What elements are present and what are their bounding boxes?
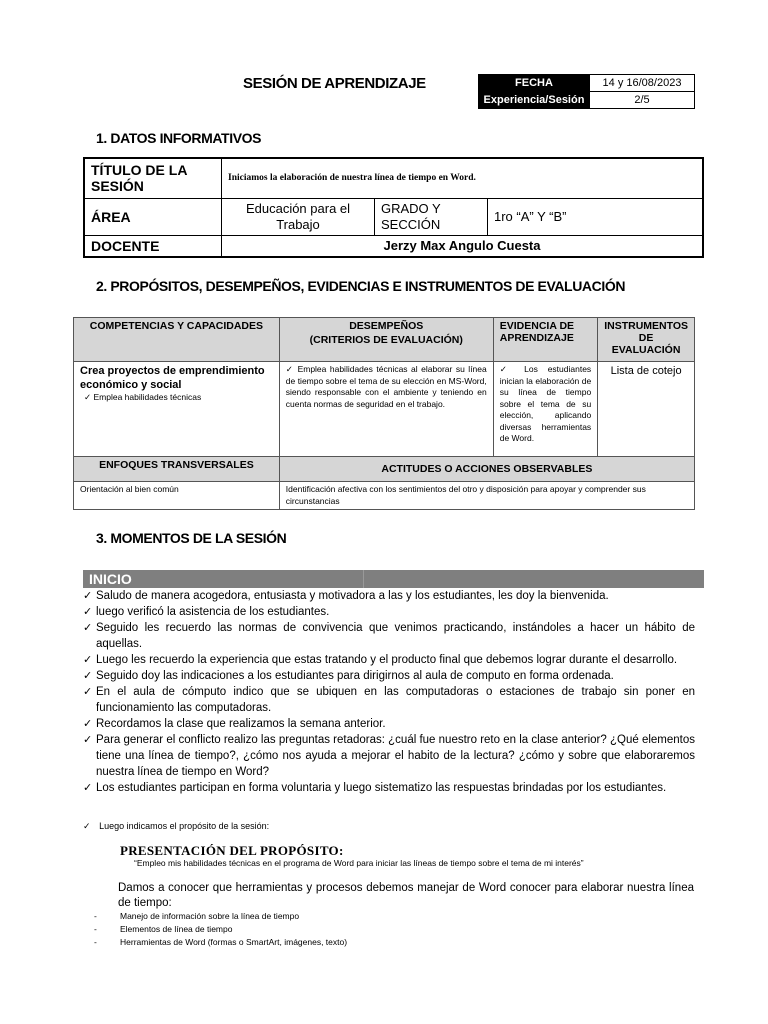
proposito-intro	[83, 821, 269, 832]
page-title: SESIÓN DE APRENDIZAJE	[243, 75, 426, 92]
dash-marker: -	[94, 937, 97, 947]
list-item	[94, 924, 232, 934]
list-item	[94, 937, 347, 947]
list-item	[94, 911, 299, 921]
grado-value: 1ro “A” Y “B”	[488, 198, 704, 235]
inicio-label: INICIO	[89, 571, 132, 587]
list-item: ✓ Luego les recuerdo la experiencia que estas tratando y el producto final que debemos lograr durante el desarrollo.	[83, 652, 695, 668]
instrumento-cell: Lista de cotejo	[598, 362, 695, 457]
desempeno-text: Emplea habilidades técnicas al elaborar su línea de tiempo sobre el tema de su elección en MS-Word, siendo responsable con el ambiente y teniendo en cuenta normas de seguridad en el trabajo.	[285, 364, 487, 409]
capacidad-text: Emplea habilidades técnicas	[93, 392, 202, 402]
titulo-label: TÍTULO DE LA SESIÓN	[84, 158, 222, 198]
section-heading-propositos: 2. PROPÓSITOS, DESEMPEÑOS, EVIDENCIAS E INSTRUMENTOS DE EVALUACIÓN	[96, 278, 626, 294]
docente-label: DOCENTE	[84, 235, 222, 257]
evidencia-text: Los estudiantes inician la elaboración de su línea de tiempo sobre el tema de su elección, aplicando diversas herramientas de Word.	[499, 364, 592, 443]
competencia-text: Crea proyectos de emprendimiento económico y social	[80, 365, 265, 391]
evidencia-cell	[493, 362, 597, 457]
list-item: ✓ Seguido les recuerdo las normas de convivencia que venimos practicando, instándoles a hacer un hábito de aquellas.	[83, 620, 695, 652]
fecha-label: FECHA	[479, 75, 590, 92]
bullet-text: Herramientas de Word (formas o SmartArt, imágenes, texto)	[120, 937, 348, 947]
section-heading-momentos: 3. MOMENTOS DE LA SESIÓN	[96, 530, 287, 546]
inicio-list	[83, 588, 695, 796]
experiencia-value: 2/5	[590, 92, 695, 109]
docente-value: Jerzy Max Angulo Cuesta	[222, 235, 704, 257]
fecha-value: 14 y 16/08/2023	[590, 75, 695, 92]
bullet-text: Elementos de línea de tiempo	[120, 924, 233, 934]
check-icon: ✓	[285, 364, 295, 374]
dash-marker: -	[94, 924, 97, 934]
header-desempenos-line2: (CRITERIOS DE EVALUACIÓN)	[309, 334, 463, 346]
header-competencias: COMPETENCIAS Y CAPACIDADES	[74, 318, 280, 362]
desempeno-cell	[279, 362, 493, 457]
header-enfoques: ENFOQUES TRANSVERSALES	[74, 457, 280, 482]
list-item: ✓ Los estudiantes participan en forma voluntaria y luego sistematizo las respuestas brindadas por los estudiantes.	[83, 780, 695, 796]
proposito-quote: “Empleo mis habilidades técnicas en el programa de Word para iniciar las líneas de tiempo sobre el tema de mi interés”	[134, 858, 584, 868]
bullet-text: Manejo de información sobre la línea de tiempo	[120, 911, 300, 921]
proposito-table	[73, 317, 695, 510]
info-table	[83, 157, 704, 258]
check-icon: ✓	[83, 821, 91, 831]
check-icon: ✓	[84, 392, 92, 402]
header-desempenos-line1: DESEMPEÑOS	[349, 320, 424, 332]
capacidad-item	[80, 392, 273, 404]
section-heading-datos: 1. DATOS INFORMATIVOS	[96, 130, 262, 146]
damos-paragraph: Damos a conocer que herramientas y procesos debemos manejar de Word conocer para elaborar nuestra línea de tiempo:	[118, 882, 694, 909]
dash-marker: -	[94, 911, 97, 921]
list-item: ✓ En el aula de cómputo indico que se ubiquen en las computadoras o estaciones de trabajo sin poner en funcionamiento las computadoras.	[83, 684, 695, 716]
experiencia-label: Experiencia/Sesión	[479, 92, 590, 109]
proposito-intro-text: Luego indicamos el propósito de la sesión:	[99, 821, 270, 831]
header-desempenos	[279, 318, 493, 362]
titulo-value: Iniciamos la elaboración de nuestra línea de tiempo en Word.	[222, 158, 704, 198]
check-icon: ✓	[499, 364, 515, 374]
area-value: Educación para el Trabajo	[222, 198, 375, 235]
inicio-bar	[83, 570, 704, 588]
header-evidencia: EVIDENCIA DE APRENDIZAJE	[493, 318, 597, 362]
list-item: ✓ Recordamos la clase que realizamos la semana anterior.	[83, 716, 695, 732]
header-instrumentos: INSTRUMENTOS DE EVALUACIÓN	[598, 318, 695, 362]
date-table	[478, 74, 695, 109]
list-item: ✓ luego verificó la asistencia de los estudiantes.	[83, 604, 695, 620]
inicio-bar-divider	[363, 570, 364, 588]
list-item: ✓ Saludo de manera acogedora, entusiasta y motivadora a las y los estudiantes, les doy la bienvenida.	[83, 588, 695, 604]
header-actitudes: ACTITUDES O ACCIONES OBSERVABLES	[279, 457, 694, 482]
actitud-cell: Identificación afectiva con los sentimientos del otro y disposición para apoyar y comprender sus circunstancias	[279, 482, 694, 510]
grado-label: GRADO Y SECCIÓN	[375, 198, 488, 235]
area-label: ÁREA	[84, 198, 222, 235]
list-item: ✓ Seguido doy las indicaciones a los estudiantes para dirigirnos al aula de computo en forma ordenada.	[83, 668, 695, 684]
enfoque-cell: Orientación al bien común	[74, 482, 280, 510]
competencia-cell	[74, 362, 280, 457]
list-item: ✓ Para generar el conflicto realizo las preguntas retadoras: ¿cuál fue nuestro reto en la clase anterior? ¿Qué elementos tiene una línea de tiempo?, ¿cómo nos ayuda a mejorar el habito de la lectura? ¿cómo y sobre que elaboraremos nuestra línea de tiempo en Word?	[83, 732, 695, 780]
presentacion-heading: PRESENTACIÓN DEL PROPÓSITO:	[120, 843, 344, 858]
